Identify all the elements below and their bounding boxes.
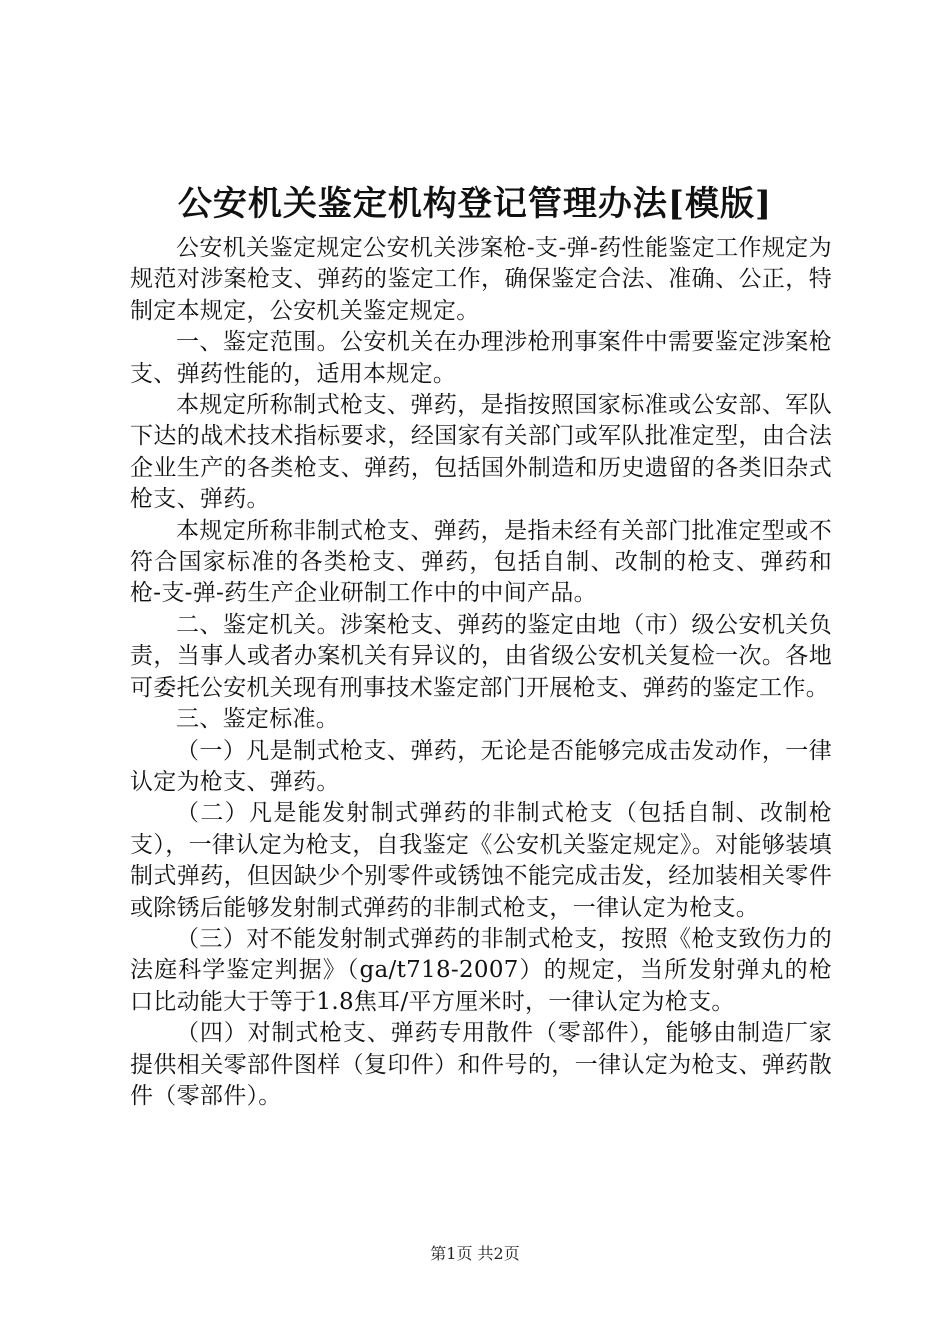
paragraph-standard-firearms: 本规定所称制式枪支、弹药，是指按照国家标准或公安部、军队下达的战术技术指标要求，经国家有关部门或军队批准定型，由合法企业生产的各类枪支、弹药，包括国外制造和历史遗留的各类旧杂式枪支、弹药。: [130, 392, 832, 513]
paragraph-authority: 二、鉴定机关。涉案枪支、弹药的鉴定由地（市）级公安机关负责，当事人或者办案机关有异议的，由省级公安机关复检一次。各地可委托公安机关现有刑事技术鉴定部门开展枪支、弹药的鉴定工作。: [130, 611, 832, 701]
paragraph-nonstandard-firearms: 本规定所称非制式枪支、弹药，是指未经有关部门批准定型或不符合国家标准的各类枪支、弹药，包括自制、改制的枪支、弹药和枪-支-弹-药生产企业研制工作中的中间产品。: [130, 517, 832, 607]
paragraph-criteria-2: （二）凡是能发射制式弹药的非制式枪支（包括自制、改制枪支），一律认定为枪支，自我鉴定《公安机关鉴定规定》。对能够装填制式弹药，但因缺少个别零件或锈蚀不能完成击发，经加装相关零件或除锈后能够发射制式弹药的非制式枪支，一律认定为枪支。: [130, 800, 832, 921]
page-footer: 第1页 共2页: [430, 1244, 520, 1263]
paragraph-criteria-heading: 三、鉴定标准。: [176, 706, 340, 733]
paragraph-criteria-3: （三）对不能发射制式弹药的非制式枪支，按照《枪支致伤力的法庭科学鉴定判据》（ga/t718-2007）的规定，当所发射弹丸的枪口比动能大于等于1.8焦耳/平方厘米时，一律认定为枪支。: [130, 925, 832, 1015]
paragraph-criteria-4: （四）对制式枪支、弹药专用散件（零部件），能够由制造厂家提供相关零部件图样（复印件）和件号的，一律认定为枪支、弹药散件（零部件）。: [130, 1020, 832, 1109]
paragraph-scope: 一、鉴定范围。公安机关在办理涉枪刑事案件中需要鉴定涉案枪支、弹药性能的，适用本规定。: [130, 329, 832, 387]
paragraph-criteria-1: （一）凡是制式枪支、弹药，无论是否能够完成击发动作，一律认定为枪支、弹药。: [130, 737, 832, 795]
document-title: 公安机关鉴定机构登记管理办法[模版]: [177, 184, 773, 224]
document-body: [130, 233, 832, 1112]
paragraph-intro: 公安机关鉴定规定公安机关涉案枪-支-弹-药性能鉴定工作规定为规范对涉案枪支、弹药的鉴定工作，确保鉴定合法、准确、公正，特制定本规定，公安机关鉴定规定。: [130, 235, 832, 324]
